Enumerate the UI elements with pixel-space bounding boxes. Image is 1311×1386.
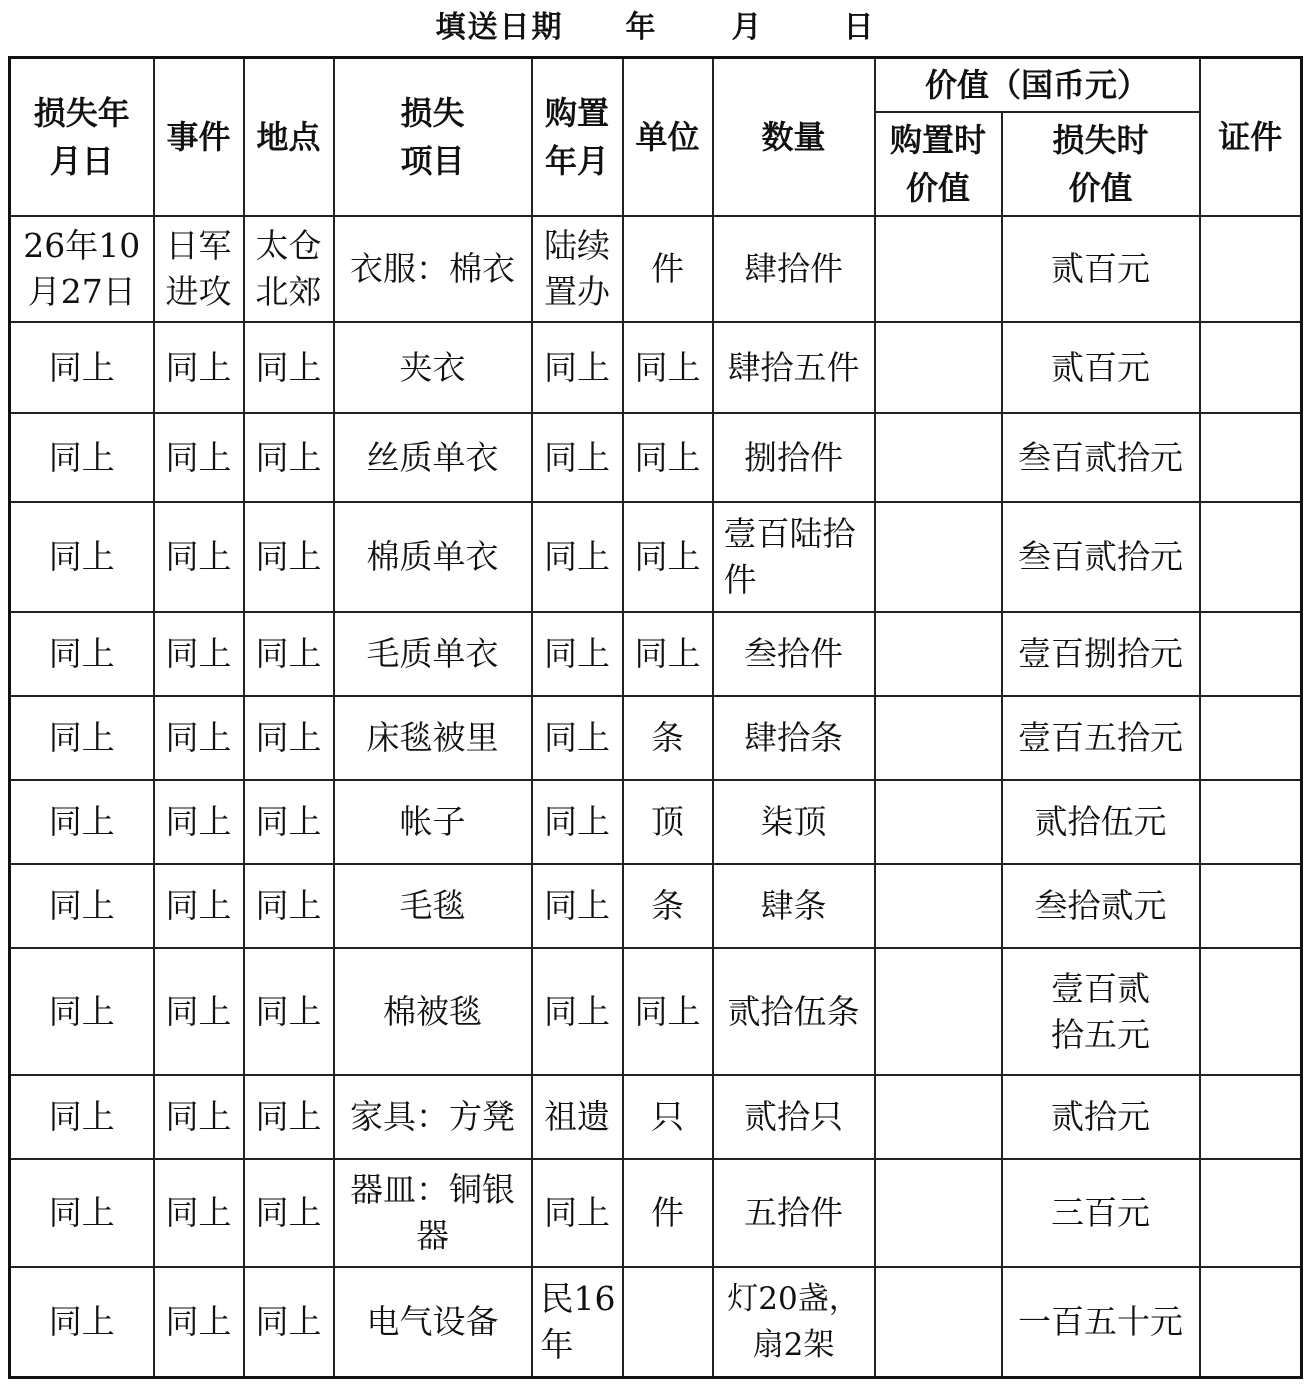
cell-unit: 条 [623,696,713,780]
table-row [10,612,1302,696]
cell-unit: 件 [623,1159,713,1267]
cell-value-loss: 贰拾元 [1002,1075,1200,1159]
cell-event: 同上 [154,780,244,864]
cell-item: 家具：方凳 [334,1075,532,1159]
cell-purchase: 祖遗 [532,1075,623,1159]
cell-purchase: 同上 [532,502,623,612]
cell-date: 同上 [10,502,154,612]
cell-quantity: 肆拾条 [713,696,875,780]
cell-value-loss: 三百元 [1002,1159,1200,1267]
cell-item: 棉被毯 [334,948,532,1075]
cell-quantity: 贰拾只 [713,1075,875,1159]
cell-value-loss: 贰百元 [1002,322,1200,413]
cell-unit: 只 [623,1075,713,1159]
cell-purchase: 陆续置办 [532,216,623,322]
cell-quantity: 叁拾件 [713,612,875,696]
cell-value-purchase [875,1159,1002,1267]
cell-item: 帐子 [334,780,532,864]
cell-item: 毛质单衣 [334,612,532,696]
cell-item: 丝质单衣 [334,413,532,502]
col-header-value-group: 价值（国币元） [875,58,1200,113]
cell-unit: 同上 [623,948,713,1075]
cell-certificate [1200,612,1302,696]
cell-quantity: 肆拾五件 [713,322,875,413]
cell-certificate [1200,1267,1302,1377]
cell-purchase: 同上 [532,696,623,780]
cell-certificate [1200,1075,1302,1159]
cell-place: 同上 [244,413,334,502]
cell-purchase: 同上 [532,612,623,696]
cell-place: 同上 [244,696,334,780]
cell-event: 同上 [154,696,244,780]
cell-event: 日军进攻 [154,216,244,322]
cell-value-loss: 壹百捌拾元 [1002,612,1200,696]
col-header-item: 损失项目 [334,58,532,217]
cell-purchase: 同上 [532,322,623,413]
cell-certificate [1200,322,1302,413]
cell-value-loss: 叁拾贰元 [1002,864,1200,948]
table-row [10,1075,1302,1159]
cell-place: 同上 [244,948,334,1075]
cell-quantity: 壹百陆拾件 [713,502,875,612]
cell-place: 同上 [244,864,334,948]
cell-value-purchase [875,502,1002,612]
cell-purchase: 同上 [532,948,623,1075]
cell-purchase: 同上 [532,864,623,948]
table-row [10,1159,1302,1267]
cell-event: 同上 [154,612,244,696]
cell-purchase: 同上 [532,1159,623,1267]
cell-item: 电气设备 [334,1267,532,1377]
col-header-quantity: 数量 [713,58,875,217]
cell-quantity: 肆拾件 [713,216,875,322]
cell-value-purchase [875,780,1002,864]
cell-place: 同上 [244,322,334,413]
table-row [10,216,1302,322]
col-header-unit: 单位 [623,58,713,217]
cell-unit: 同上 [623,612,713,696]
cell-place: 同上 [244,1267,334,1377]
col-header-date: 损失年月日 [10,58,154,217]
cell-value-purchase [875,948,1002,1075]
cell-quantity: 贰拾伍条 [713,948,875,1075]
day-label: 日 [843,10,876,45]
cell-item: 衣服：棉衣 [334,216,532,322]
cell-quantity: 五拾件 [713,1159,875,1267]
table-row [10,948,1302,1075]
cell-date: 同上 [10,1075,154,1159]
cell-unit: 同上 [623,502,713,612]
cell-value-purchase [875,1267,1002,1377]
cell-unit: 顶 [623,780,713,864]
cell-certificate [1200,780,1302,864]
cell-certificate [1200,948,1302,1075]
cell-date: 同上 [10,864,154,948]
cell-certificate [1200,216,1302,322]
cell-event: 同上 [154,413,244,502]
cell-purchase: 同上 [532,413,623,502]
cell-value-purchase [875,864,1002,948]
cell-value-purchase [875,696,1002,780]
cell-value-purchase [875,322,1002,413]
table-row [10,696,1302,780]
table-row [10,502,1302,612]
col-header-purchase-date: 购置年月 [532,58,623,217]
cell-value-loss: 叁百贰拾元 [1002,413,1200,502]
cell-quantity: 肆条 [713,864,875,948]
loss-ledger-table [8,56,1303,1379]
col-header-value-loss: 损失时价值 [1002,112,1200,216]
col-header-value-purchase: 购置时价值 [875,112,1002,216]
cell-date: 同上 [10,1267,154,1377]
cell-value-loss: 叁百贰拾元 [1002,502,1200,612]
fill-date-label: 填送日期 [435,10,564,45]
cell-event: 同上 [154,1267,244,1377]
cell-place: 同上 [244,612,334,696]
month-label: 月 [731,10,764,45]
cell-item: 毛毯 [334,864,532,948]
col-header-place: 地点 [244,58,334,217]
cell-item: 棉质单衣 [334,502,532,612]
cell-certificate [1200,413,1302,502]
cell-date: 26年10月27日 [10,216,154,322]
cell-unit: 条 [623,864,713,948]
cell-event: 同上 [154,948,244,1075]
cell-date: 同上 [10,948,154,1075]
cell-value-purchase [875,612,1002,696]
cell-place: 同上 [244,1075,334,1159]
cell-date: 同上 [10,1159,154,1267]
table-row [10,780,1302,864]
cell-quantity: 柒顶 [713,780,875,864]
cell-value-purchase [875,1075,1002,1159]
cell-value-loss: 贰百元 [1002,216,1200,322]
col-header-certificate: 证件 [1200,58,1302,217]
cell-event: 同上 [154,1075,244,1159]
table-row [10,864,1302,948]
cell-place: 太仓北郊 [244,216,334,322]
cell-unit: 件 [623,216,713,322]
table-row [10,322,1302,413]
cell-item: 夹衣 [334,322,532,413]
cell-place: 同上 [244,1159,334,1267]
cell-event: 同上 [154,502,244,612]
cell-value-purchase [875,216,1002,322]
cell-unit [623,1267,713,1377]
cell-date: 同上 [10,780,154,864]
cell-place: 同上 [244,780,334,864]
cell-value-loss: 壹百五拾元 [1002,696,1200,780]
cell-place: 同上 [244,502,334,612]
cell-value-loss: 贰拾伍元 [1002,780,1200,864]
cell-unit: 同上 [623,322,713,413]
cell-value-loss: 一百五十元 [1002,1267,1200,1377]
cell-purchase: 同上 [532,780,623,864]
cell-value-purchase [875,413,1002,502]
table-row [10,413,1302,502]
cell-event: 同上 [154,864,244,948]
cell-event: 同上 [154,1159,244,1267]
cell-certificate [1200,864,1302,948]
cell-date: 同上 [10,322,154,413]
table-row [10,1267,1302,1377]
cell-certificate [1200,502,1302,612]
cell-quantity: 灯20盏，扇2架 [713,1267,875,1377]
cell-certificate [1200,696,1302,780]
cell-value-loss: 壹百贰拾五元 [1002,948,1200,1075]
cell-date: 同上 [10,413,154,502]
cell-date: 同上 [10,696,154,780]
cell-item: 床毯被里 [334,696,532,780]
year-label: 年 [625,10,658,45]
form-date-line [0,6,1311,50]
cell-date: 同上 [10,612,154,696]
cell-item: 器皿：铜银器 [334,1159,532,1267]
cell-purchase: 民16年 [532,1267,623,1377]
cell-certificate [1200,1159,1302,1267]
cell-event: 同上 [154,322,244,413]
cell-quantity: 捌拾件 [713,413,875,502]
col-header-event: 事件 [154,58,244,217]
cell-unit: 同上 [623,413,713,502]
